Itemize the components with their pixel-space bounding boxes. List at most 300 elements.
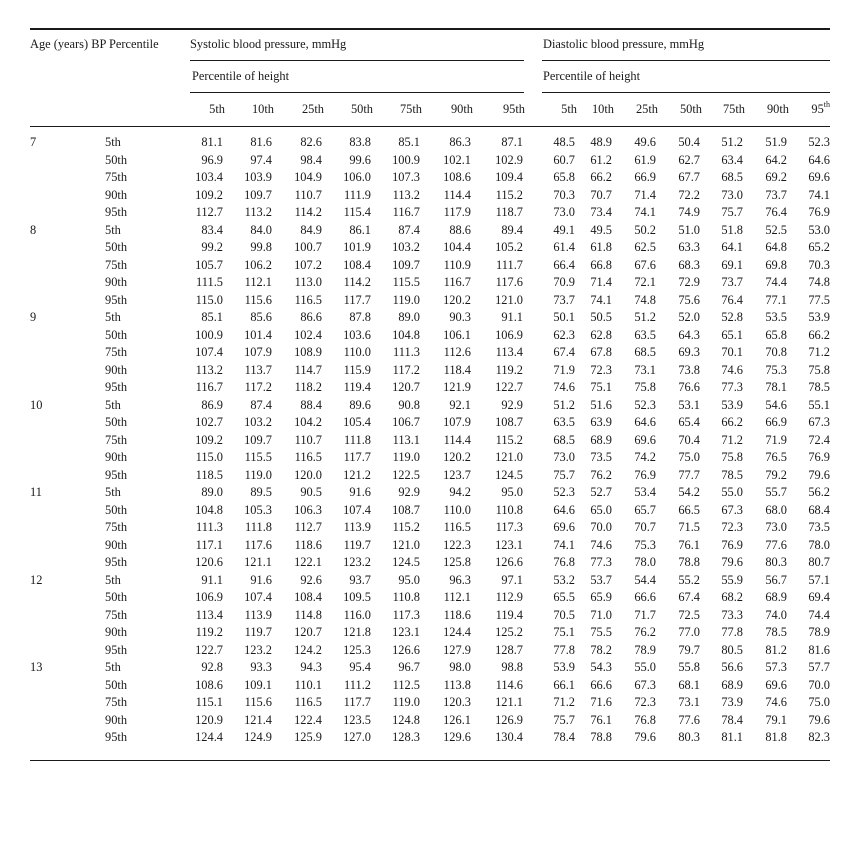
diastolic-value-cell: 53.9	[553, 660, 575, 674]
diastolic-value-cell: 70.3	[808, 257, 830, 272]
systolic-value-cell: 114.2	[343, 275, 371, 289]
systolic-value-cell: 107.3	[392, 170, 420, 184]
bp-percentile-cell: 5th	[105, 310, 121, 324]
diastolic-value-cell: 64.6	[808, 152, 830, 167]
diastolic-value-cell: 70.1	[721, 345, 743, 359]
systolic-value-cell: 114.7	[294, 362, 322, 377]
diastolic-value-cell: 68.9	[721, 677, 743, 692]
diastolic-value-cell: 67.7	[678, 170, 700, 184]
systolic-value-cell: 113.2	[195, 362, 223, 377]
systolic-value-cell: 110.8	[495, 502, 523, 517]
diastolic-value-cell: 76.1	[590, 712, 612, 727]
systolic-value-cell: 120.3	[443, 695, 471, 709]
systolic-value-cell: 108.7	[495, 415, 523, 429]
systolic-value-cell: 95.0	[501, 485, 523, 499]
bp-percentile-cell: 90th	[105, 450, 128, 464]
systolic-value-cell: 106.9	[195, 590, 223, 604]
systolic-value-cell: 98.8	[501, 660, 523, 674]
systolic-value-cell: 94.2	[449, 485, 471, 499]
diastolic-value-cell: 77.3	[721, 380, 743, 394]
bp-percentile-cell: 5th	[105, 397, 121, 412]
diastolic-value-cell: 78.5	[808, 380, 830, 394]
diastolic-value-cell: 81.2	[765, 642, 787, 657]
diastolic-value-cell: 76.8	[634, 712, 656, 727]
diastolic-value-cell: 74.8	[808, 275, 830, 289]
systolic-value-cell: 112.1	[244, 275, 272, 289]
systolic-value-cell: 109.7	[244, 187, 272, 202]
systolic-value-cell: 105.3	[244, 502, 272, 517]
systolic-value-cell: 110.1	[294, 677, 322, 692]
diastolic-value-cell: 56.6	[721, 660, 743, 674]
systolic-value-cell: 116.7	[443, 275, 471, 289]
systolic-value-cell: 105.2	[495, 240, 523, 254]
systolic-value-cell: 112.5	[392, 677, 420, 692]
bp-percentile-cell: 50th	[105, 677, 128, 692]
diastolic-value-cell: 72.3	[721, 520, 743, 534]
diastolic-value-cell: 61.2	[590, 152, 612, 167]
diastolic-value-cell: 70.7	[634, 520, 656, 534]
diastolic-value-cell: 63.5	[634, 327, 656, 342]
diastolic-value-cell: 50.2	[634, 222, 656, 237]
diastolic-value-cell: 72.4	[808, 432, 830, 447]
diastolic-value-cell: 55.0	[721, 485, 743, 499]
diastolic-value-cell: 76.4	[765, 205, 787, 219]
diastolic-value-cell: 60.7	[553, 152, 575, 167]
bp-percentile-cell: 75th	[105, 520, 128, 534]
age-cell: 7	[30, 135, 37, 149]
diastolic-col-header-75th: 75th	[722, 102, 745, 116]
systolic-value-cell: 125.9	[294, 730, 322, 744]
systolic-value-cell: 123.1	[392, 625, 420, 639]
systolic-value-cell: 126.1	[443, 712, 471, 727]
systolic-value-cell: 121.9	[443, 380, 471, 394]
systolic-value-cell: 97.4	[250, 152, 272, 167]
systolic-value-cell: 82.6	[300, 135, 322, 149]
systolic-value-cell: 126.6	[392, 642, 420, 657]
systolic-value-cell: 127.0	[343, 730, 371, 744]
diastolic-value-cell: 72.9	[678, 275, 700, 289]
diastolic-value-cell: 68.5	[721, 170, 743, 184]
diastolic-value-cell: 77.6	[678, 712, 700, 727]
diastolic-value-cell: 53.9	[808, 310, 830, 324]
systolic-value-cell: 107.2	[294, 257, 322, 272]
diastolic-value-cell: 64.6	[634, 415, 656, 429]
systolic-value-cell: 107.4	[244, 590, 272, 604]
systolic-value-cell: 113.2	[244, 205, 272, 219]
systolic-value-cell: 92.9	[398, 485, 420, 499]
systolic-value-cell: 108.6	[195, 677, 223, 692]
diastolic-value-cell: 68.1	[678, 677, 700, 692]
systolic-value-cell: 111.9	[344, 187, 371, 202]
diastolic-value-cell: 72.3	[590, 362, 612, 377]
systolic-value-cell: 104.9	[294, 170, 322, 184]
diastolic-value-cell: 63.5	[553, 415, 575, 429]
diastolic-value-cell: 70.3	[553, 187, 575, 202]
diastolic-value-cell: 51.2	[634, 310, 656, 324]
diastolic-value-cell: 77.5	[808, 292, 830, 307]
systolic-value-cell: 109.2	[195, 187, 223, 202]
diastolic-value-cell: 50.5	[590, 310, 612, 324]
diastolic-value-cell: 70.4	[678, 432, 700, 447]
systolic-value-cell: 130.4	[495, 730, 523, 744]
bp-percentile-cell: 90th	[105, 712, 128, 727]
diastolic-value-cell: 75.7	[553, 467, 575, 482]
systolic-value-cell: 116.5	[443, 520, 471, 534]
diastolic-value-cell: 71.9	[765, 432, 787, 447]
diastolic-value-cell: 71.7	[634, 607, 656, 622]
diastolic-value-cell: 56.7	[765, 572, 787, 587]
diastolic-value-cell: 55.7	[765, 485, 787, 499]
diastolic-value-cell: 74.6	[590, 537, 612, 552]
systolic-value-cell: 87.4	[250, 397, 272, 412]
systolic-value-cell: 101.4	[244, 327, 272, 342]
diastolic-value-cell: 78.9	[808, 625, 830, 639]
systolic-value-cell: 119.0	[392, 292, 420, 307]
age-cell: 10	[30, 397, 43, 412]
systolic-value-cell: 117.6	[244, 537, 272, 552]
bp-percentile-cell: 50th	[105, 502, 128, 517]
systolic-value-cell: 113.4	[195, 607, 223, 622]
diastolic-value-cell: 55.1	[808, 397, 830, 412]
systolic-value-cell: 83.4	[201, 222, 223, 237]
systolic-value-cell: 87.8	[349, 310, 371, 324]
systolic-value-cell: 103.6	[343, 327, 371, 342]
systolic-value-cell: 111.8	[344, 432, 371, 447]
systolic-value-cell: 120.6	[195, 555, 223, 569]
systolic-value-cell: 111.8	[245, 520, 272, 534]
diastolic-value-cell: 72.5	[678, 607, 700, 622]
diastolic-value-cell: 53.7	[590, 572, 612, 587]
diastolic-value-cell: 80.7	[808, 555, 830, 569]
systolic-value-cell: 117.3	[495, 520, 523, 534]
age-cell: 8	[30, 222, 37, 237]
diastolic-value-cell: 67.8	[590, 345, 612, 359]
systolic-value-cell: 114.2	[294, 205, 322, 219]
systolic-value-cell: 110.8	[392, 590, 420, 604]
systolic-value-cell: 90.5	[300, 485, 322, 499]
diastolic-col-header-25th: 25th	[635, 102, 658, 116]
diastolic-value-cell: 71.6	[590, 695, 612, 709]
diastolic-value-cell: 61.4	[553, 240, 575, 254]
diastolic-value-cell: 74.0	[765, 607, 787, 622]
diastolic-value-cell: 73.7	[553, 292, 575, 307]
diastolic-value-cell: 80.5	[721, 642, 743, 657]
diastolic-value-cell: 69.6	[765, 677, 787, 692]
diastolic-col-header-50th: 50th	[679, 102, 702, 116]
systolic-value-cell: 127.9	[443, 642, 471, 657]
diastolic-value-cell: 81.6	[808, 642, 830, 657]
diastolic-value-cell: 62.5	[634, 240, 656, 254]
diastolic-value-cell: 73.5	[590, 450, 612, 464]
systolic-value-cell: 114.6	[495, 677, 523, 692]
systolic-value-cell: 89.5	[250, 485, 272, 499]
systolic-value-cell: 110.7	[294, 187, 322, 202]
systolic-value-cell: 91.6	[349, 485, 371, 499]
systolic-value-cell: 115.6	[244, 695, 272, 709]
systolic-value-cell: 123.7	[443, 467, 471, 482]
header-age-bp: Age (years) BP Percentile	[30, 37, 159, 51]
diastolic-value-cell: 75.3	[634, 537, 656, 552]
header-bottom-rule	[30, 126, 830, 127]
systolic-value-cell: 91.1	[201, 572, 223, 587]
systolic-value-cell: 88.4	[300, 397, 322, 412]
diastolic-value-cell: 51.2	[553, 397, 575, 412]
systolic-value-cell: 123.5	[343, 712, 371, 727]
systolic-value-cell: 102.1	[443, 152, 471, 167]
diastolic-value-cell: 78.2	[590, 642, 612, 657]
diastolic-value-cell: 75.0	[678, 450, 700, 464]
diastolic-value-cell: 49.5	[590, 222, 612, 237]
diastolic-value-cell: 66.5	[678, 502, 700, 517]
systolic-value-cell: 86.1	[349, 222, 371, 237]
bp-percentile-cell: 95th	[105, 205, 128, 219]
systolic-value-cell: 121.1	[495, 695, 523, 709]
bp-percentile-cell: 95th	[105, 555, 128, 569]
diastolic-value-cell: 49.1	[553, 222, 575, 237]
diastolic-value-cell: 53.1	[678, 397, 700, 412]
diastolic-value-cell: 72.3	[634, 695, 656, 709]
diastolic-value-cell: 66.9	[765, 415, 787, 429]
systolic-value-cell: 121.0	[495, 450, 523, 464]
diastolic-value-cell: 68.0	[765, 502, 787, 517]
systolic-col-header-50th: 50th	[350, 102, 373, 116]
systolic-value-cell: 85.1	[201, 310, 223, 324]
diastolic-value-cell: 68.2	[721, 590, 743, 604]
systolic-value-cell: 104.4	[443, 240, 471, 254]
diastolic-value-cell: 67.3	[721, 502, 743, 517]
systolic-value-cell: 100.7	[294, 240, 322, 254]
systolic-value-cell: 122.7	[195, 642, 223, 657]
diastolic-value-cell: 76.9	[721, 537, 743, 552]
diastolic-value-cell: 69.2	[765, 170, 787, 184]
systolic-value-cell: 102.9	[495, 152, 523, 167]
systolic-value-cell: 112.7	[195, 205, 223, 219]
systolic-value-cell: 113.7	[244, 362, 272, 377]
diastolic-value-cell: 71.4	[634, 187, 656, 202]
diastolic-col-header-10th: 10th	[591, 102, 614, 116]
diastolic-value-cell: 79.1	[765, 712, 787, 727]
diastolic-value-cell: 68.9	[590, 432, 612, 447]
diastolic-value-cell: 48.9	[590, 135, 612, 149]
systolic-value-cell: 117.2	[392, 362, 420, 377]
diastolic-value-cell: 71.4	[590, 275, 612, 289]
diastolic-value-cell: 78.0	[634, 555, 656, 569]
diastolic-value-cell: 75.3	[765, 362, 787, 377]
systolic-value-cell: 119.0	[392, 450, 420, 464]
systolic-value-cell: 122.5	[392, 467, 420, 482]
age-cell: 13	[30, 660, 43, 674]
diastolic-value-cell: 75.1	[590, 380, 612, 394]
systolic-value-cell: 118.6	[443, 607, 471, 622]
diastolic-value-cell: 75.7	[721, 205, 743, 219]
diastolic-value-cell: 68.5	[634, 345, 656, 359]
diastolic-value-cell: 51.2	[721, 135, 743, 149]
systolic-value-cell: 86.6	[300, 310, 322, 324]
systolic-value-cell: 128.7	[495, 642, 523, 657]
bp-percentile-cell: 5th	[105, 135, 121, 149]
diastolic-value-cell: 66.2	[808, 327, 830, 342]
systolic-value-cell: 119.2	[495, 362, 523, 377]
diastolic-value-cell: 75.0	[808, 695, 830, 709]
systolic-value-cell: 129.6	[443, 730, 471, 744]
systolic-value-cell: 84.0	[250, 222, 272, 237]
systolic-value-cell: 119.2	[195, 625, 223, 639]
bp-percentile-cell: 90th	[105, 537, 128, 552]
systolic-value-cell: 98.4	[300, 152, 322, 167]
systolic-value-cell: 124.2	[294, 642, 322, 657]
diastolic-value-cell: 73.0	[765, 520, 787, 534]
systolic-value-cell: 103.2	[244, 415, 272, 429]
systolic-value-cell: 117.6	[495, 275, 523, 289]
systolic-value-cell: 89.4	[501, 222, 523, 237]
diastolic-value-cell: 78.1	[765, 380, 787, 394]
diastolic-value-cell: 62.7	[678, 152, 700, 167]
diastolic-value-cell: 66.1	[553, 677, 575, 692]
systolic-value-cell: 128.3	[392, 730, 420, 744]
age-cell: 11	[30, 485, 42, 499]
diastolic-value-cell: 71.2	[721, 432, 743, 447]
diastolic-value-cell: 78.4	[721, 712, 743, 727]
diastolic-value-cell: 69.3	[678, 345, 700, 359]
diastolic-value-cell: 70.0	[590, 520, 612, 534]
systolic-value-cell: 111.5	[196, 275, 223, 289]
systolic-value-cell: 89.0	[398, 310, 420, 324]
systolic-value-cell: 113.0	[294, 275, 322, 289]
systolic-value-cell: 92.1	[449, 397, 471, 412]
systolic-value-cell: 96.3	[449, 572, 471, 587]
diastolic-value-cell: 65.7	[634, 502, 656, 517]
systolic-value-cell: 122.7	[495, 380, 523, 394]
diastolic-value-cell: 64.8	[765, 240, 787, 254]
diastolic-value-cell: 75.6	[678, 292, 700, 307]
systolic-value-cell: 119.7	[343, 537, 371, 552]
diastolic-value-cell: 65.0	[590, 502, 612, 517]
systolic-value-cell: 115.5	[244, 450, 272, 464]
diastolic-value-cell: 74.1	[590, 292, 612, 307]
diastolic-value-cell: 68.9	[765, 590, 787, 604]
diastolic-value-cell: 64.3	[678, 327, 700, 342]
systolic-value-cell: 121.4	[244, 712, 272, 727]
diastolic-col-header-95th	[790, 102, 830, 117]
systolic-value-cell: 119.4	[343, 380, 371, 394]
diastolic-value-cell: 74.8	[634, 292, 656, 307]
systolic-value-cell: 103.4	[195, 170, 223, 184]
diastolic-value-cell: 77.6	[765, 537, 787, 552]
diastolic-value-cell: 70.0	[808, 677, 830, 692]
systolic-value-cell: 105.7	[195, 257, 223, 272]
diastolic-value-cell: 76.8	[553, 555, 575, 569]
systolic-value-cell: 109.1	[244, 677, 272, 692]
systolic-value-cell: 96.9	[201, 152, 223, 167]
systolic-value-cell: 95.4	[349, 660, 371, 674]
systolic-value-cell: 114.8	[294, 607, 322, 622]
diastolic-value-cell: 53.9	[721, 397, 743, 412]
diastolic-value-cell: 62.3	[553, 327, 575, 342]
diastolic-percentile-of-height: Percentile of height	[543, 69, 641, 83]
diastolic-value-cell: 53.0	[808, 222, 830, 237]
diastolic-value-cell: 63.4	[721, 152, 743, 167]
diastolic-value-cell: 72.1	[634, 275, 656, 289]
systolic-value-cell: 81.1	[201, 135, 223, 149]
diastolic-value-cell: 78.0	[808, 537, 830, 552]
systolic-value-cell: 110.7	[294, 432, 322, 447]
systolic-value-cell: 111.7	[496, 257, 523, 272]
diastolic-value-cell: 65.8	[765, 327, 787, 342]
systolic-value-cell: 115.9	[343, 362, 371, 377]
systolic-value-cell: 87.4	[398, 222, 420, 237]
diastolic-value-cell: 70.9	[553, 275, 575, 289]
bp-percentile-cell: 95th	[105, 642, 128, 657]
bp-percentile-cell: 95th	[105, 467, 128, 482]
systolic-value-cell: 124.9	[244, 730, 272, 744]
systolic-value-cell: 101.9	[343, 240, 371, 254]
diastolic-value-cell: 67.4	[678, 590, 700, 604]
diastolic-value-cell: 54.6	[765, 397, 787, 412]
diastolic-value-cell: 74.6	[553, 380, 575, 394]
diastolic-value-cell: 75.8	[721, 450, 743, 464]
systolic-value-cell: 109.7	[244, 432, 272, 447]
systolic-col-header-90th: 90th	[450, 102, 473, 116]
bp-percentile-cell: 75th	[105, 345, 128, 359]
systolic-value-cell: 114.4	[443, 187, 471, 202]
bp-percentile-cell: 75th	[105, 695, 128, 709]
diastolic-value-cell: 81.1	[721, 730, 743, 744]
age-cell: 9	[30, 310, 37, 324]
diastolic-value-cell: 67.3	[808, 415, 830, 429]
diastolic-value-cell: 78.4	[553, 730, 575, 744]
header-diastolic: Diastolic blood pressure, mmHg	[543, 37, 705, 51]
systolic-value-cell: 96.7	[398, 660, 420, 674]
diastolic-value-cell: 79.6	[808, 712, 830, 727]
diastolic-value-cell: 75.8	[808, 362, 830, 377]
diastolic-value-cell: 65.4	[678, 415, 700, 429]
diastolic-value-cell: 57.7	[808, 660, 830, 674]
systolic-value-cell: 120.0	[294, 467, 322, 482]
diastolic-value-cell: 52.0	[678, 310, 700, 324]
systolic-value-cell: 121.8	[343, 625, 371, 639]
diastolic-value-cell: 57.3	[765, 660, 787, 674]
systolic-value-cell: 99.8	[250, 240, 272, 254]
systolic-value-cell: 112.1	[443, 590, 471, 604]
systolic-value-cell: 104.2	[294, 415, 322, 429]
diastolic-value-cell: 51.6	[590, 397, 612, 412]
diastolic-pct-rule	[542, 92, 830, 93]
diastolic-value-cell: 79.6	[634, 730, 656, 744]
systolic-value-cell: 117.7	[343, 292, 371, 307]
diastolic-value-cell: 72.2	[678, 187, 700, 202]
diastolic-value-cell: 76.9	[634, 467, 656, 482]
diastolic-value-cell: 74.4	[808, 607, 830, 622]
systolic-value-cell: 112.7	[294, 520, 322, 534]
systolic-value-cell: 117.3	[392, 607, 420, 622]
diastolic-value-cell: 66.6	[634, 590, 656, 604]
diastolic-value-cell: 67.3	[634, 677, 656, 692]
diastolic-value-cell: 53.5	[765, 310, 787, 324]
diastolic-value-cell: 75.5	[590, 625, 612, 639]
diastolic-value-cell: 64.1	[721, 240, 743, 254]
systolic-value-cell: 107.4	[195, 345, 223, 359]
systolic-value-cell: 115.2	[495, 432, 523, 447]
systolic-value-cell: 122.4	[294, 712, 322, 727]
systolic-value-cell: 121.1	[244, 555, 272, 569]
systolic-value-cell: 123.1	[495, 537, 523, 552]
diastolic-value-cell: 74.9	[678, 205, 700, 219]
bp-percentile-cell: 90th	[105, 187, 128, 202]
diastolic-value-cell: 78.9	[634, 642, 656, 657]
diastolic-value-cell: 68.3	[678, 257, 700, 272]
systolic-value-cell: 86.9	[201, 397, 223, 412]
systolic-value-cell: 125.3	[343, 642, 371, 657]
